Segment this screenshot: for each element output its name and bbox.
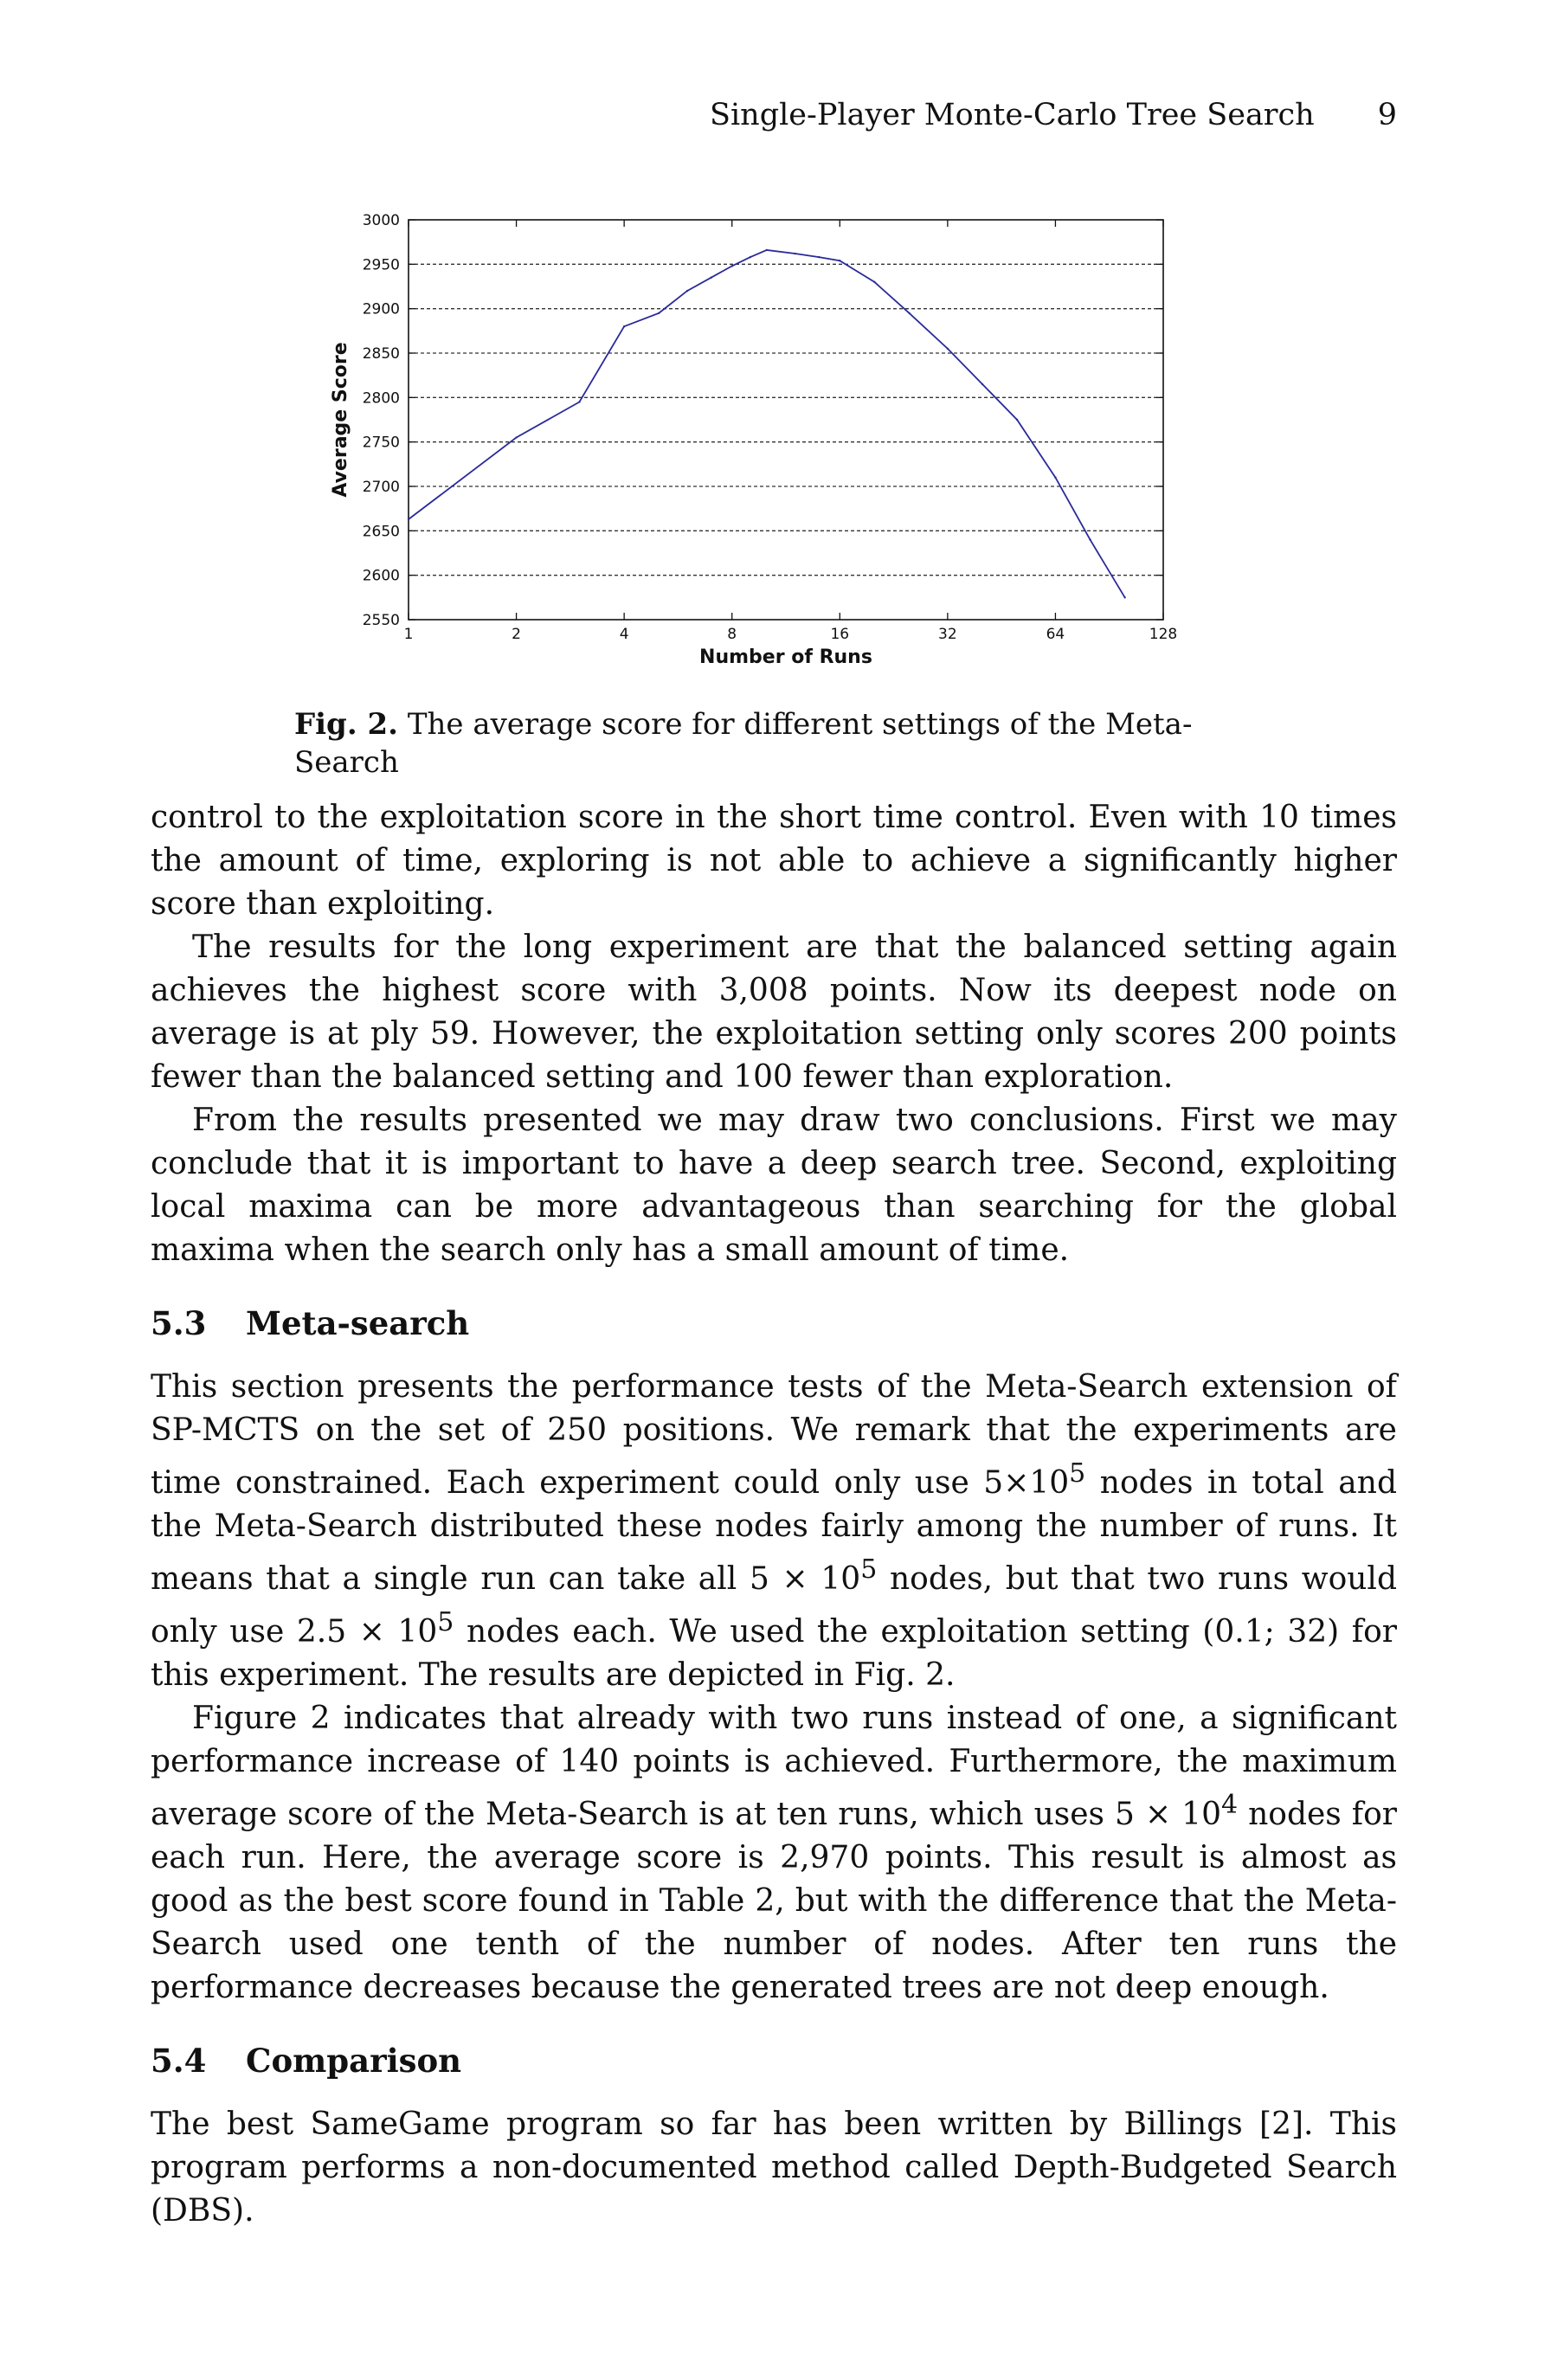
y-tick-label: 2950 — [362, 256, 400, 274]
x-tick-label: 1 — [403, 626, 414, 643]
data-point — [839, 260, 840, 261]
y-tick-label: 2850 — [362, 345, 400, 363]
data-point — [794, 253, 795, 254]
y-tick-label: 2700 — [362, 479, 400, 496]
exponent: 4 — [1220, 1790, 1239, 1820]
data-point — [1089, 538, 1091, 540]
data-point — [818, 256, 820, 258]
paragraph-6: The best SameGame program so far has been written by Billings [2]. This program performs a non-documented method called Depth-Budgeted Search (DBS). — [151, 2107, 1397, 2229]
x-axis-label: Number of Runs — [699, 646, 872, 668]
y-tick-label: 2800 — [362, 389, 400, 408]
paragraph-3: From the results presented we may draw two conclusions. First we may conclude that it is important to have a deep search tree. Second, exploiting local maxima can be more advantageous than searching for the global maxima when the search only has a small amount of time. — [151, 1103, 1397, 1268]
x-tick-label: 128 — [1149, 626, 1178, 643]
x-tick-label: 8 — [727, 626, 737, 643]
paragraph-5-part-b: nodes for each run. Here, the average score is 2,970 points. This result is almost as good as the best score found in Table 2, but with the difference that the Meta-Search used one tenth of the number of nodes. After ten runs the performance decreases because the generated trees are not deep enough. — [151, 1797, 1397, 2005]
y-tick-label: 2600 — [362, 567, 400, 585]
exponent: 5 — [860, 1554, 878, 1585]
y-tick-label: 2900 — [362, 300, 400, 318]
data-point — [750, 256, 751, 258]
section-number: 5.3 — [151, 1304, 207, 1342]
data-point — [686, 290, 688, 292]
y-tick-label: 2650 — [362, 523, 400, 541]
paragraph-4-part-d: nodes each. We used the exploitation setting (0.1; 32) for this experiment. The results are depicted in Fig. 2. — [151, 1614, 1397, 1693]
x-tick-label: 4 — [619, 626, 629, 643]
section-title: Meta-search — [246, 1304, 470, 1342]
data-point — [731, 265, 733, 267]
exponent: 5 — [437, 1607, 454, 1637]
x-tick-label: 2 — [512, 626, 521, 643]
data-point — [1123, 596, 1125, 598]
x-tick-label: 64 — [1046, 626, 1065, 643]
data-point — [766, 249, 768, 251]
data-point — [908, 312, 910, 314]
plot-frame — [409, 220, 1163, 620]
figure-caption-text: The average score for different settings of the Meta-Search — [294, 707, 1193, 780]
body-text — [151, 796, 1397, 2233]
paragraph-4 — [151, 1366, 1397, 1697]
paragraph-5 — [151, 1697, 1397, 2010]
page-number: 9 — [1377, 98, 1397, 132]
section-title: Comparison — [246, 2042, 462, 2080]
paragraph-2: The results for the long experiment are that the balanced setting again achieves the highest score with 3,008 points. Now its deepest node on average is at ply 59. However, the exploitation setting only scores 200 points fewer than the balanced setting and 100 fewer than exploration. — [151, 929, 1397, 1095]
data-point — [947, 348, 949, 350]
section-heading-5-3 — [151, 1302, 1397, 1345]
data-point — [981, 383, 983, 385]
y-tick-label: 2750 — [362, 434, 400, 452]
x-tick-label: 16 — [830, 626, 850, 643]
data-point — [623, 325, 625, 327]
data-point — [515, 436, 517, 438]
x-tick-label: 32 — [938, 626, 957, 643]
section-heading-5-4 — [151, 2039, 1397, 2082]
data-point — [658, 312, 660, 314]
data-point — [408, 518, 409, 520]
average-score-chart — [320, 208, 1203, 684]
y-axis-label: Average Score — [330, 342, 351, 498]
data-point — [1016, 419, 1018, 421]
data-point — [873, 281, 875, 283]
y-tick-label: 3000 — [362, 212, 400, 229]
exponent: 5 — [1069, 1458, 1086, 1489]
data-point — [578, 401, 580, 402]
paragraph-4-part-b: nodes in total and the Meta-Search distributed these nodes fairly among the number of runs. It means that a single run can take all 5 × 10 — [151, 1465, 1397, 1597]
data-point — [711, 277, 712, 279]
data-point — [1054, 477, 1056, 479]
figure-caption — [294, 705, 1290, 782]
y-tick-label: 2550 — [362, 612, 400, 629]
paragraph-4-part-a: This section presents the performance tests of the Meta-Search extension of SP-MCTS on the set of 250 positions. We remark that the experiments are time constrained. Each experiment could only use 5×10 — [151, 1369, 1397, 1501]
section-number: 5.4 — [151, 2042, 207, 2080]
figure-2 — [320, 208, 1203, 684]
figure-label: Fig. 2. — [294, 707, 398, 742]
series-line — [409, 250, 1125, 597]
paragraph-4-part-c: nodes, but that two runs would only use 2.5 × 10 — [151, 1561, 1397, 1650]
paragraph-1: control to the exploitation score in the short time control. Even with 10 times the amount of time, exploring is not able to achieve a significantly higher score than exploiting. — [151, 800, 1397, 922]
running-title: Single-Player Monte-Carlo Tree Search — [710, 98, 1315, 132]
paragraph-5-part-a: Figure 2 indicates that already with two runs instead of one, a significant performance increase of 140 points is achieved. Furthermore, the maximum average score of the Meta-Search is at ten runs, which uses 5 × 10 — [151, 1701, 1397, 1832]
